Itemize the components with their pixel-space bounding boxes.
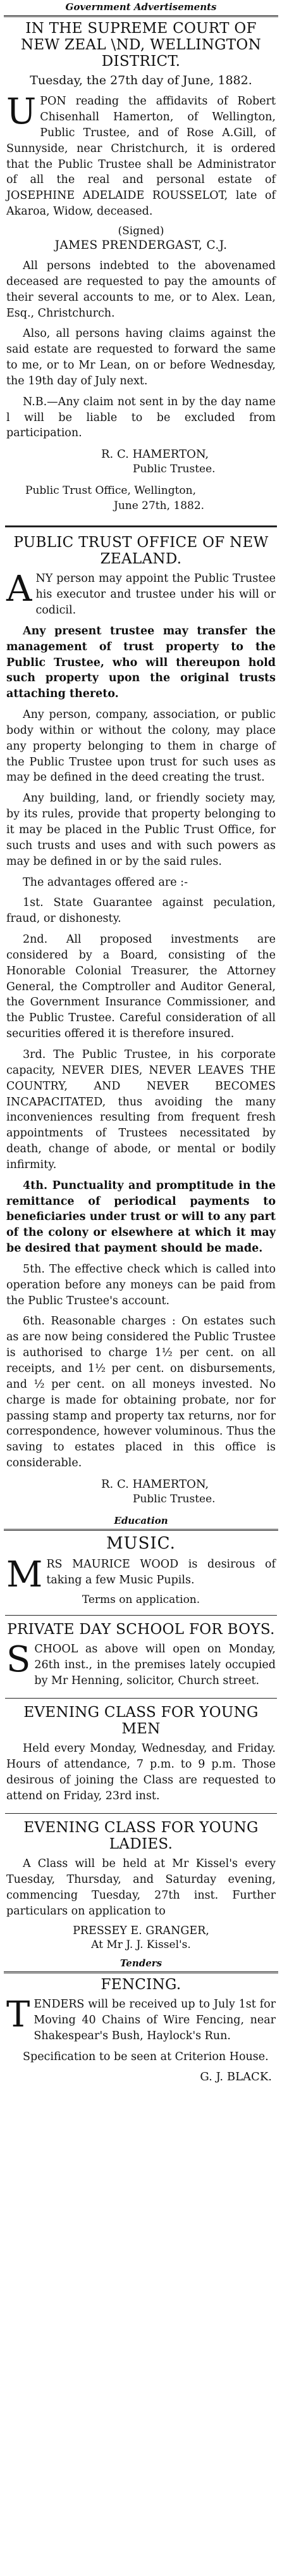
tenders-header: Tenders [4,1956,278,1973]
evening-ladies-title: EVENING CLASS FOR YOUNG LADIES. [23,1819,259,1852]
court-date: Tuesday, the 27th day of June, 1882. [30,73,252,88]
government-advertisements-header: Government Advertisements [4,0,278,17]
public-trust-signature-block [6,1476,276,1507]
building-society-paragraph: Any building, land, or friendly society may, by its rules, provide that property belonging to it may be placed in the Public Trust Office, for such trusts and uses and with such powers as may be defined in or by the said rules. [6,792,276,868]
music-notice [0,1535,282,1606]
advantage-5: 5th. The effective check which is called into operation before any moneys can be paid from the Public Trustee's account. [6,1262,276,1307]
appoint-paragraph: ANY person may appoint the Public Trustee his executor and trustee under his will or codicil. [6,569,276,617]
judge-signature: JAMES PRENDERGAST, C.J. [54,239,228,252]
evening-men-body: Held every Monday, Wednesday, and Friday. Hours of attendance, 7 p.m. to 9 p.m. Those desirous of joining the Class are requested to attend on Friday, 23rd inst. [6,1742,276,1803]
divider [5,1813,277,1814]
fencing-notice [0,1977,282,2083]
trustee-signature-block [6,446,276,477]
claims-paragraph: Also, all persons having claims against the said estate are requested to forward the same to me, or to Mr Lean, on or before Wednesday, the 19th day of July next. [6,327,276,387]
court-order-body: UPON reading the affidavits of Robert Chisenhall Hamerton, of Wellington, Public Trustee, and of Rose A.Gill, of Sunnyside, near Christchurch, it is ordered that the Public Trustee shall be Administrator of all the real and personal estate of JOSEPHINE ADELAIDE ROUSSELOT, late of Akaroa, Widow, deceased. [6,91,276,218]
fencing-signer: G. J. BLACK. [200,2070,272,2083]
public-trust-signer: R. C. HAMERTON, [101,1477,209,1491]
music-terms: Terms on application. [82,1593,200,1606]
education-header: Education [4,1514,278,1531]
creditors-paragraph: All persons indebted to the abovenamed deceased are requested to pay the amounts of their several accounts to me, or to Alex. Lean, Esq., Christchurch. [6,260,276,320]
divider [5,1698,277,1699]
company-paragraph: Any person, company, association, or public body within or without the colony, may place any property belonging to them in charge of the Public Trustee upon trust for such uses as may be defined in the deed creating the trust. [6,708,276,784]
evening-ladies-body: A Class will be held at Mr Kissel's every Tuesday, Thursday, and Saturday evening, commencing Tuesday, 27th inst. Further particulars on application to [6,1857,276,1918]
evening-ladies-signer: PRESSEY E. GRANGER, [73,1924,209,1937]
evening-ladies-location: At Mr J. J. Kissel's. [91,1938,191,1951]
advantage-6: 6th. Reasonable charges : On estates such as are now being considered the Public Trustee is authorised to charge 1½ per cent. on all receipts, and 1½ per cent. on disbursements, and ½ per cent. on all moneys invested. No charge is made for obtaining probate, nor for passing stamp and property tax returns, nor for correspondence, however voluminous. Thus the saving to estates placed in this office is considerable. [6,1315,276,1470]
advantage-2: 2nd. All proposed investments are considered by a Board, consisting of the Honorable Colonial Treasurer, the Attorney General, the Comptroller and Auditor General, the Government Insurance Commissioner, and the Public Trustee. Careful consideration of all securities offered it is therefore insured. [6,933,276,1041]
supreme-court-title: IN THE SUPREME COURT OF NEW ZEAL \ND, WELLINGTON DISTRICT. [20,20,262,70]
day-school-body: SCHOOL as above will open on Monday, 26th inst., in the premises lately occupied by Mr Henning, solicitor, Church street. [6,1639,276,1688]
office-dateline [6,484,276,514]
office-date: June 27th, 1882. [114,499,205,513]
public-trust-title: PUBLIC TRUST OFFICE OF NEW ZEALAND. [13,534,269,567]
day-school-title: PRIVATE DAY SCHOOL FOR BOYS. [7,1621,275,1638]
fencing-title: FENCING. [101,1976,181,1993]
day-school-notice [0,1622,282,1689]
fencing-specification: Specification to be seen at Criterion House. [23,2051,269,2064]
music-title: MUSIC. [106,1533,176,1553]
supreme-court-notice [0,21,282,514]
public-trust-signer-title: Public Trustee. [133,1493,216,1506]
fencing-body: TENDERS will be received up to July 1st for Moving 40 Chains of Wire Fencing, near Shakespear's Bush, Haylock's Run. [6,1994,276,2043]
advantage-1: 1st. State Guarantee against peculation, fraud, or dishonesty. [6,896,276,926]
trustee-name: R. C. HAMERTON, [101,448,209,462]
advantage-3: 3rd. The Public Trustee, in his corporate capacity, NEVER DIES, NEVER LEAVES THE COUNTRY, AND NEVER BECOMES INCAPACITATED, thus avoiding the many inconveniences resulting from frequent fresh appointments of Trustees necessitated by death, change of abode, or mental or bodily infirmity. [6,1048,276,1171]
trustee-title: Public Trustee. [133,463,216,476]
office-location: Public Trust Office, Wellington, [25,484,196,498]
advantages-intro: The advantages offered are :- [23,876,188,889]
evening-men-title: EVENING CLASS FOR YOUNG MEN [23,1704,259,1737]
music-body: MRS MAURICE WOOD is desirous of taking a few Music Pupils. [6,1554,276,1596]
signed-label: (Signed) [118,225,164,237]
public-trust-notice [0,535,282,1507]
advantage-4: 4th. Punctuality and promptitude in the remittance of periodical payments to beneficiaries under trust or will to any part of the colony or elsewhere at which it may be desired that payment should be made. [6,1179,276,1255]
evening-ladies-notice [0,1820,282,1951]
divider [5,1615,277,1616]
divider [5,525,277,527]
nb-paragraph: N.B.—Any claim not sent in by the day name l will be liable to be excluded from participation. [6,395,276,440]
transfer-paragraph: Any present trustee may transfer the management of trust property to the Public Trustee, who will thereupon hold such property upon the original trusts attaching thereto. [6,624,276,701]
evening-men-notice [0,1705,282,1804]
page-bottom-space [0,2089,282,2114]
